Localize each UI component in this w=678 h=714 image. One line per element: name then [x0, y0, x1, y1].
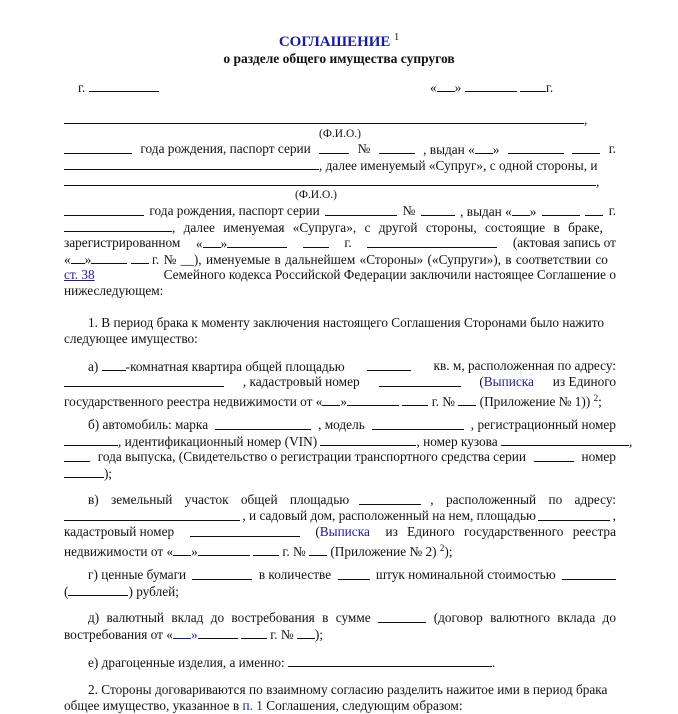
extract-month-field[interactable]: [347, 393, 399, 406]
securities-field[interactable]: [192, 567, 252, 580]
party2-fio-line: ,: [64, 173, 616, 190]
extract-link[interactable]: Выписка: [483, 374, 534, 389]
apartment-area-field[interactable]: [367, 358, 411, 371]
jewelry-field[interactable]: [288, 654, 492, 667]
securities-qty-field[interactable]: [338, 567, 370, 580]
item-b-line1: б) автомобиль: марка , модель , регистрационный номер: [88, 417, 616, 432]
vin-field[interactable]: [320, 433, 416, 446]
deposit-month-field[interactable]: [198, 626, 238, 639]
deposit-amount-field[interactable]: [378, 610, 426, 623]
extract-group: (Выписка: [479, 374, 534, 389]
extract2-year-field[interactable]: [253, 543, 279, 556]
parties-text: г. № __), именуемые в дальнейшем «Стороны» («Супруги»), в соответствии со: [151, 252, 608, 267]
extract2-number-field[interactable]: [309, 543, 327, 556]
cadastral-text: , кадастровый номер: [242, 374, 360, 389]
party2-issued-month-field[interactable]: [542, 203, 580, 216]
item-g-line2: ( ) рублей;: [64, 584, 179, 599]
party2-issuer-line: [64, 219, 616, 236]
registry-office-field[interactable]: [367, 235, 497, 248]
apartment-cadastral-field[interactable]: [379, 374, 461, 387]
reg-day-field[interactable]: [203, 235, 221, 248]
extract-day-field[interactable]: [322, 393, 340, 406]
item-b-line2: , идентификационный номер (VIN) , номер кузова ,: [64, 433, 616, 450]
year-label: г.: [344, 235, 352, 250]
party1-birth-text: года рождения, паспорт серии: [140, 141, 311, 156]
nominal-value-field[interactable]: [562, 567, 616, 580]
quote-open: «: [430, 80, 437, 95]
reg-month-field[interactable]: [227, 235, 287, 248]
clause2-text-cont: общее имущество, указанное в п. 1 Соглашения, следующим образом:: [64, 698, 463, 713]
item-d-line2: востребования от « » г. № );: [64, 627, 324, 642]
act-record-text: (актовая запись от: [512, 235, 616, 250]
marriage-registration-line: [64, 235, 616, 252]
city-label: г.: [78, 80, 86, 95]
house-area-field[interactable]: [538, 508, 610, 521]
car-model-field[interactable]: [372, 417, 464, 430]
party1-fio-line: ,: [64, 111, 616, 128]
party1-fio-field[interactable]: [64, 111, 584, 124]
item-b-line3: года выпуска, (Свидетельство о регистрации транспортного средства серии номер: [64, 449, 616, 465]
registry-text: из Единого: [552, 374, 616, 389]
law-reference-line: [64, 267, 616, 283]
party2-issued-day-field[interactable]: [512, 203, 530, 216]
party2-passport-line: [64, 203, 616, 220]
party2-fio-label: (Ф.И.О.): [295, 189, 337, 201]
extract-number-field[interactable]: [458, 393, 476, 406]
act-record-line: « » г. № __), именуемые в дальнейшем «Стороны» («Супруги»), в соответствии со: [64, 252, 608, 267]
party1-issuer-field[interactable]: [64, 157, 319, 170]
party1-fio-label: (Ф.И.О.): [319, 128, 361, 140]
rooms-field[interactable]: [102, 358, 126, 371]
item-v-line4: недвижимости от « » г. № (Приложение № 2) $^2$);: [64, 543, 453, 559]
land-area-field[interactable]: [359, 492, 421, 505]
extract2-day-field[interactable]: [173, 543, 191, 556]
num-sign: №: [402, 203, 416, 218]
deposit-day-field[interactable]: [173, 626, 191, 639]
year-label: г.: [608, 203, 616, 218]
item-e-line: е) драгоценные изделия, а именно: .: [88, 655, 496, 670]
party1-passport-line: [64, 141, 616, 158]
city-field[interactable]: [89, 79, 159, 92]
car-reg-number-field[interactable]: [64, 433, 118, 446]
extract-link-2[interactable]: Выписка: [319, 524, 370, 539]
year-label: г.: [608, 141, 616, 156]
reg-date-group: « »: [196, 235, 287, 252]
act-month-field[interactable]: [91, 251, 127, 264]
footnote-2-link[interactable]: 2: [439, 543, 445, 553]
title-footnote-link[interactable]: 1: [394, 32, 400, 43]
deposit-number-field[interactable]: [297, 626, 315, 639]
clause2-text: 2. Стороны договариваются по взаимному согласию разделить нажитое ими в период брака: [88, 682, 608, 697]
item-b-line4: );: [64, 465, 616, 482]
item-a-address-text: кв. м, расположенная по адресу:: [433, 358, 616, 373]
family-code-article-link[interactable]: ст. 38: [64, 267, 95, 282]
item-v-line2: , и садовый дом, расположенный на нем, площадью ,: [64, 508, 616, 524]
num-sign: №: [357, 141, 371, 156]
party2-issued-year-field[interactable]: [585, 203, 603, 216]
quote-close: »: [454, 80, 462, 95]
car-make-field[interactable]: [215, 417, 311, 430]
title-text: СОГЛАШЕНИЕ: [278, 34, 391, 50]
party2-birth-text: года рождения, паспорт серии: [149, 203, 320, 218]
item-v-line1: в) земельный участок общей площадью , расположенный по адресу:: [88, 492, 616, 507]
land-cadastral-field[interactable]: [190, 524, 300, 537]
city-date-row: [78, 79, 578, 96]
item-g-line1: г) ценные бумаги в количестве штук номинальной стоимостью: [64, 567, 616, 583]
date-field-group: [430, 79, 553, 96]
body-number-field[interactable]: [501, 433, 629, 446]
hereinafter-text: нижеследующем:: [64, 283, 164, 298]
act-day-field[interactable]: [71, 251, 85, 264]
act-year-field[interactable]: [131, 251, 149, 264]
extract-group-2: (Выписка: [315, 524, 370, 539]
footnote-2-link[interactable]: 2: [593, 393, 599, 403]
law-text: Семейного кодекса Российской Федерации заключили настоящее Соглашение о: [163, 267, 616, 282]
day-field[interactable]: [437, 79, 455, 92]
party2-passport-number-field[interactable]: [421, 203, 455, 216]
registered-text: зарегистрированном: [64, 235, 181, 250]
party1-issued-group: , выдан « »: [423, 142, 500, 157]
item-d-line1: д) валютный вклад до востребования в сумме (договор валютного вклада до: [88, 610, 616, 625]
year-label: г.: [545, 80, 554, 95]
party1-issued-day-field[interactable]: [475, 141, 493, 154]
party1-issued-month-field[interactable]: [508, 141, 564, 154]
document-title: [0, 32, 678, 51]
extract2-month-field[interactable]: [198, 543, 250, 556]
apartment-address-field[interactable]: [64, 374, 224, 387]
item-a-prefix: а) -комнатная квартира общей площадью: [88, 359, 345, 374]
item-a-line3: государственного реестра недвижимости от « » г. № (Приложение № 1)) $^2$;: [64, 393, 602, 409]
deposit-year-field[interactable]: [241, 626, 267, 639]
party1-birth-year-field[interactable]: [64, 141, 132, 154]
year-field[interactable]: [520, 79, 546, 92]
party2-named-text: , далее именуемая «Супруга», с другой стороны, состоящие в браке,: [172, 220, 603, 235]
party2-issuer-field[interactable]: [64, 219, 172, 232]
party1-passport-number-field[interactable]: [379, 141, 415, 154]
document-subtitle: о разделе общего имущества супругов: [223, 51, 455, 66]
reg-year-field[interactable]: [303, 235, 329, 248]
party2-birth-year-field[interactable]: [64, 203, 144, 216]
clause1-reference-link[interactable]: п. 1: [242, 698, 263, 713]
car-year-field[interactable]: [64, 449, 90, 462]
party2-fio-field[interactable]: [64, 173, 596, 186]
party1-named-text: , далее именуемый «Супруг», с одной стороны, и: [319, 158, 598, 173]
cert-number-field[interactable]: [64, 465, 104, 478]
item-a-line1: [64, 358, 616, 375]
item-a-line2: [64, 374, 616, 390]
nominal-value-words-field[interactable]: [68, 583, 128, 596]
land-address-field[interactable]: [64, 508, 240, 521]
item-v-line3: кадастровый номер (Выписка из Единого государственного реестра: [64, 524, 616, 539]
extract-year-field[interactable]: [402, 393, 428, 406]
party1-passport-series-field[interactable]: [319, 141, 349, 154]
party2-passport-series-field[interactable]: [325, 203, 397, 216]
month-field[interactable]: [465, 79, 517, 92]
cert-series-field[interactable]: [534, 449, 574, 462]
clause1-text-cont: следующее имущество:: [64, 331, 198, 346]
party1-issued-year-field[interactable]: [572, 141, 600, 154]
party1-issuer-line: [64, 157, 616, 174]
party2-issued-group: , выдан « »: [460, 204, 537, 219]
clause1-text: 1. В период брака к моменту заключения настоящего Соглашения Сторонами было нажито: [88, 315, 605, 330]
